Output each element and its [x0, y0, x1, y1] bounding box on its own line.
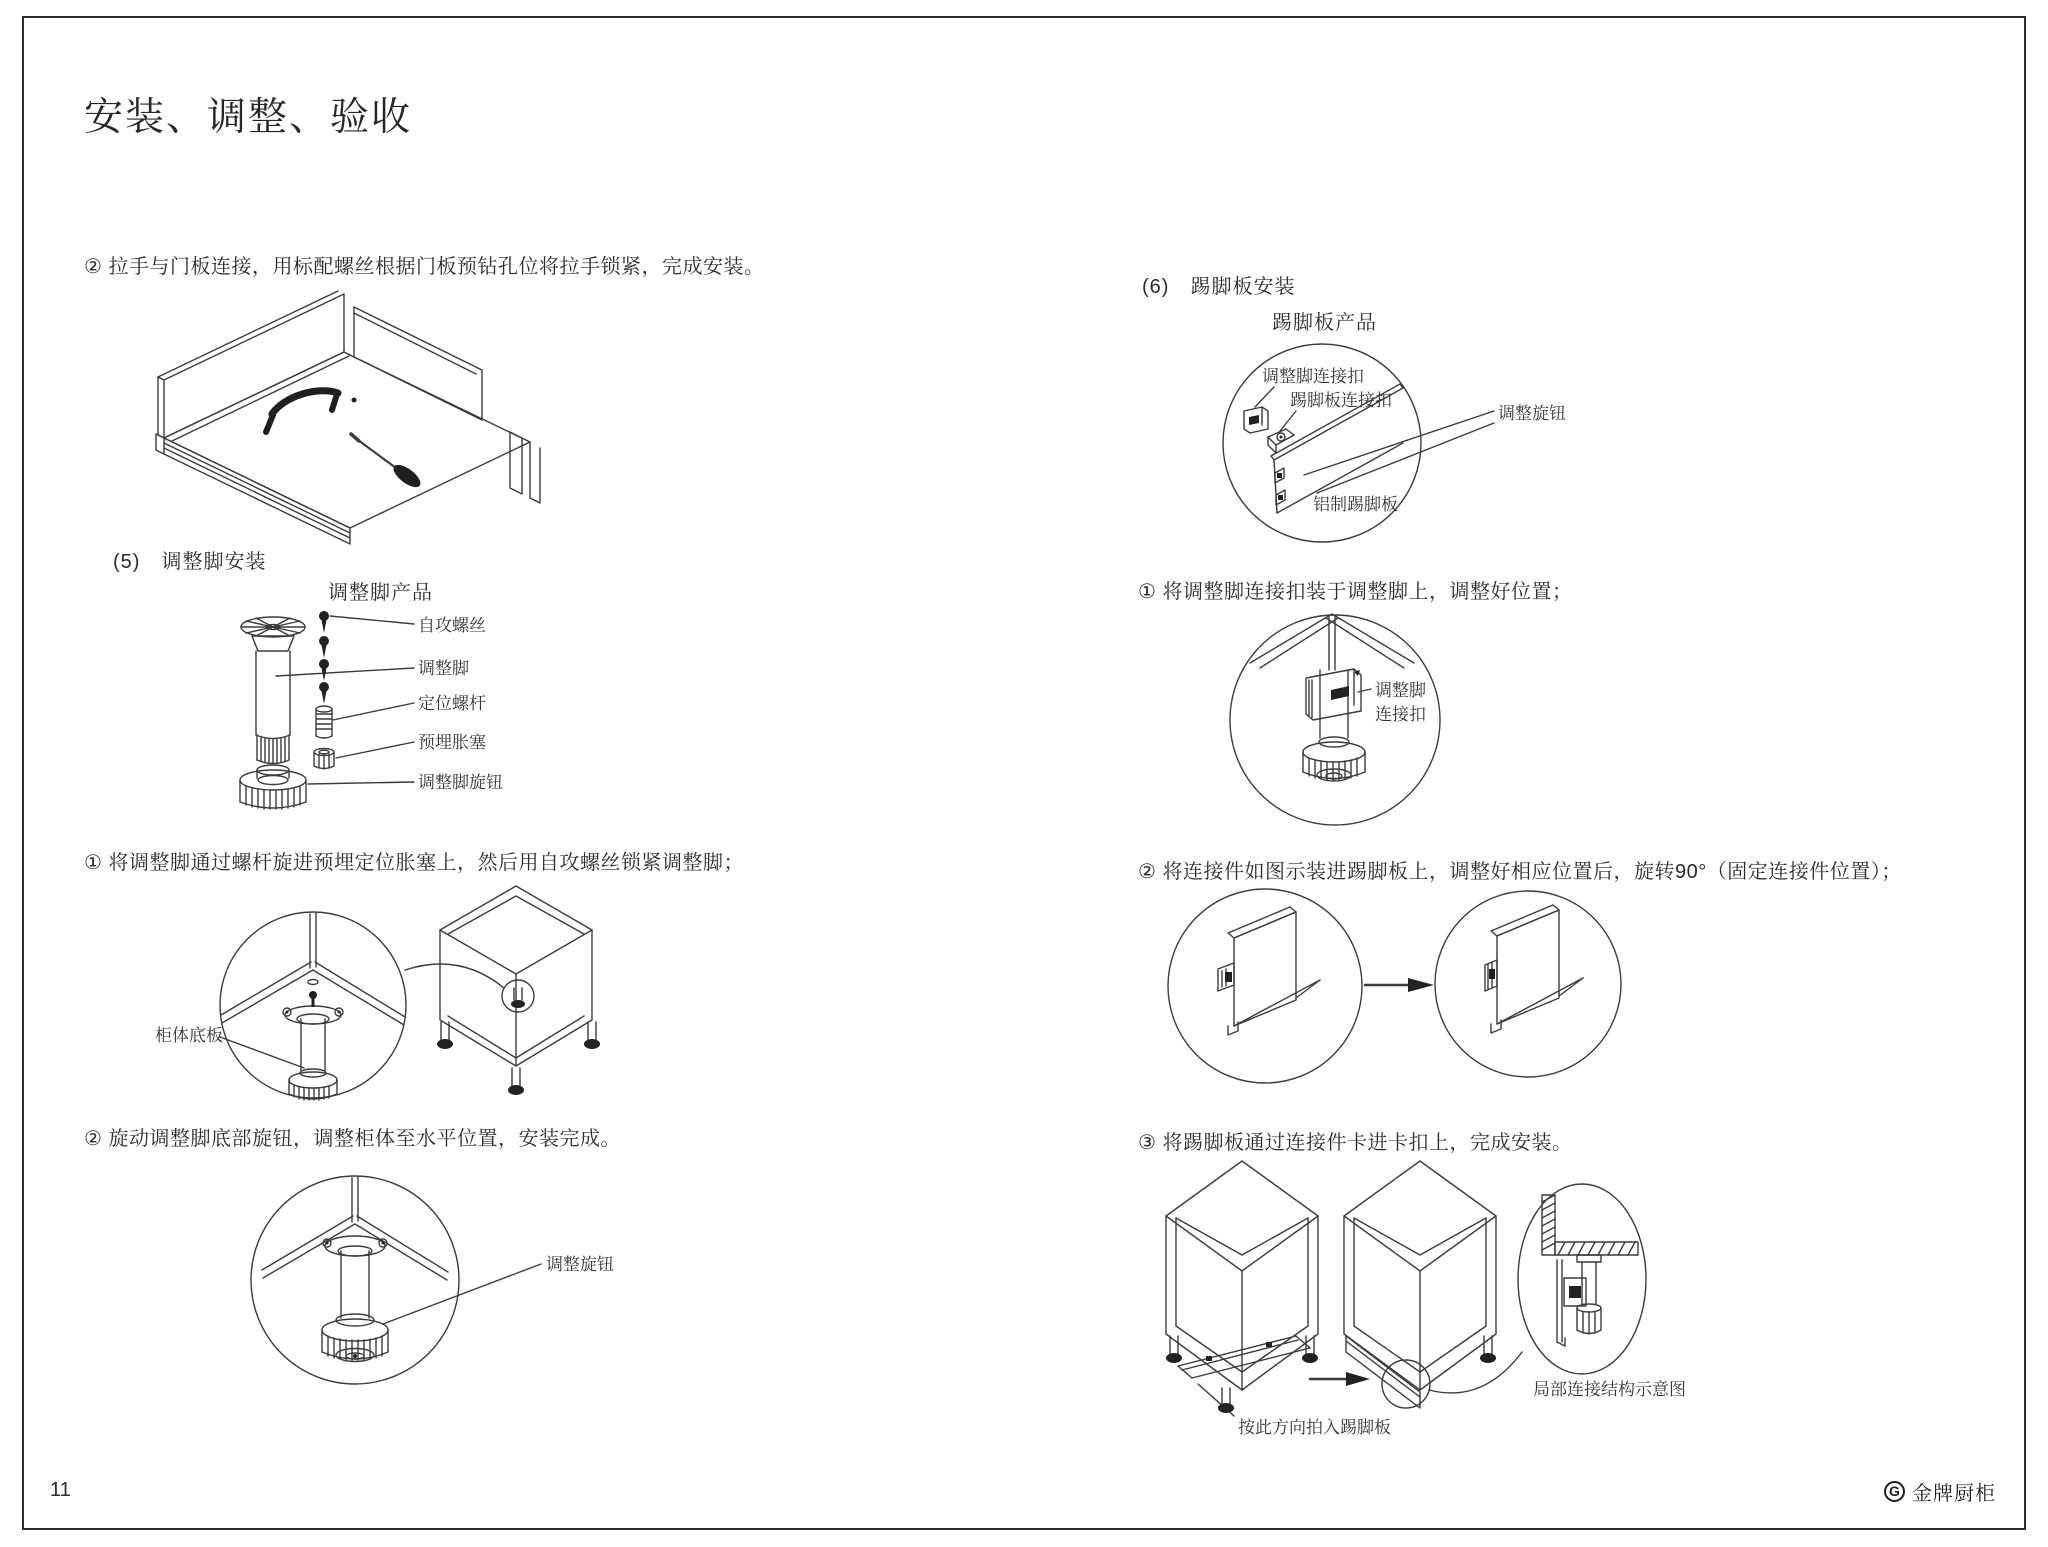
label-local-structure: 局部连接结构示意图 — [1533, 1380, 1686, 1399]
label-foot-knob: 调整脚旋钮 — [418, 773, 503, 792]
foot-product-title: 调整脚产品 — [328, 582, 433, 604]
label-positioning-stud: 定位螺杆 — [418, 694, 486, 713]
handle-step-text: ② 拉手与门板连接，用标配螺丝根据门板预钻孔位将拉手锁紧，完成安装。 — [84, 256, 765, 278]
label-adjustable-foot: 调整脚 — [418, 659, 469, 678]
foot-step1-text: ① 将调整脚通过螺杆旋进预埋定位胀塞上，然后用自攻螺丝锁紧调整脚； — [84, 852, 744, 874]
foot-install-illustration — [108, 878, 658, 1123]
brand-g-icon: G — [1884, 1481, 1905, 1502]
kickboard-step1-text: ① 将调整脚连接扣装于调整脚上，调整好位置； — [1138, 581, 1573, 603]
page-number: 11 — [50, 1479, 71, 1501]
section5-heading: (5) 调整脚安装 — [113, 551, 267, 573]
screws-icon — [319, 611, 329, 704]
handle-icon — [266, 391, 357, 432]
kickboard-product-title: 踢脚板产品 — [1272, 312, 1377, 334]
brand-logo — [1884, 1477, 1996, 1506]
kickboard-install-illustration — [1148, 1152, 1893, 1487]
label-board-connector: 踢脚板连接扣 — [1290, 391, 1392, 410]
label-adjust-knob: 调整旋钮 — [546, 1255, 614, 1274]
door-panel-handle-illustration — [122, 288, 572, 546]
foot-connector-illustration — [1228, 606, 1653, 834]
label-insert-direction: 按此方向拍入踢脚板 — [1238, 1418, 1391, 1437]
section6-heading: (6) 踢脚板安装 — [1142, 276, 1296, 298]
label-embedded-anchor: 预埋胀塞 — [418, 733, 486, 752]
kickboard-product-illustration — [1222, 333, 1662, 553]
brand-name: 金牌厨柜 — [1912, 1483, 1996, 1505]
label-foot-connector-line2: 连接扣 — [1375, 705, 1426, 724]
knob-adjust-illustration — [183, 1162, 648, 1457]
label-adjust-knob-right: 调整旋钮 — [1498, 404, 1566, 423]
label-foot-connector-line1: 调整脚 — [1375, 681, 1426, 700]
screwdriver-icon — [390, 461, 424, 491]
label-aluminum-board: 铝制踢脚板 — [1313, 495, 1398, 514]
kickboard-step3-text: ③ 将踢脚板通过连接件卡进卡扣上，完成安装。 — [1138, 1132, 1573, 1154]
label-cabinet-bottom: 柜体底板 — [155, 1026, 223, 1045]
label-foot-connector: 调整脚连接扣 — [1262, 367, 1364, 386]
label-self-tapping-screw: 自攻螺丝 — [418, 616, 486, 635]
connector-rotate-illustration — [1162, 885, 1812, 1125]
foot-step2-text: ② 旋动调整脚底部旋钮，调整柜体至水平位置，安装完成。 — [84, 1128, 621, 1150]
adjustable-foot-exploded-illustration — [240, 602, 720, 840]
page-title: 安装、调整、验收 — [84, 96, 413, 139]
kickboard-step2-text: ② 将连接件如图示装进踢脚板上，调整好相应位置后，旋转90°（固定连接件位置）； — [1138, 861, 1902, 883]
